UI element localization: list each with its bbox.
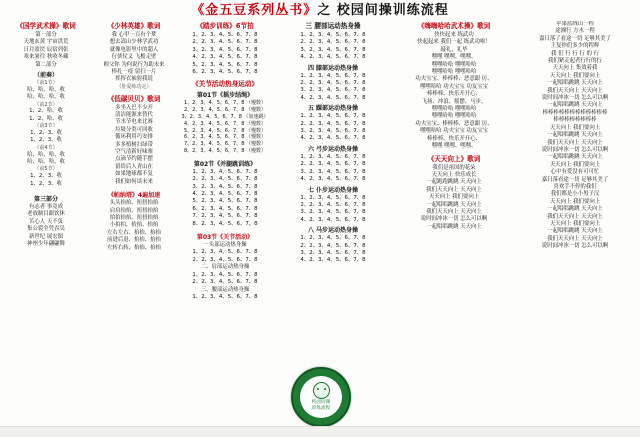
subsection-heading: 六 弓步运动热身操 [307,145,359,153]
text-line: 1、2、3、4、5、6、7、8 [300,153,366,160]
text-line: 天天向上 我们要向上 [549,72,601,79]
text-line: 2、2、3、4、5、6、7、8 [300,120,366,127]
text-line: 4、2、3、4、5、6、7、8 （慢数） [183,120,267,127]
text-line: 6、2、3、4、5、6、7、8 [192,69,258,76]
text-line: 点滴节约随手摆 [115,156,153,163]
text-line: 嘿嘿哈哈 嘿嘿哈哈 [431,113,477,120]
text-line: 集公裂全凭吞吴 [27,226,65,233]
text-line: 一起唱唱跳跳 天天向上 [547,132,603,139]
text-line: 3、2、3、4、5、6、7、8 [300,249,366,256]
column-2 [91,21,177,433]
text-line: 新世纪 展宏图 [28,233,64,240]
text-line: 6、2、3、4、5、6、7、8 （慢数） [183,134,267,141]
text-line: 嘿嘿哈哈 嘿嘿哈哈 [431,106,477,113]
text-line: 7、2、3、4、5、6、7、8 （慢数） [183,141,267,148]
text-line: 天天向上 快乐成长 [431,171,477,178]
text-line: 3、2、3、4、5、6、7、8 [300,87,366,94]
text-line: 8、2、3、4、5、6、7、8 [192,220,258,227]
text-line: 8、2、3、4、5、6、7、8 （慢数） [183,148,267,155]
text-line: 哈、哈、哈、收 [27,151,65,158]
seal-top-text: 校园间操 [311,400,331,406]
text-line: 节水节电来比赛 [115,119,153,126]
text-line: 老放制目跟饮休 [27,211,65,218]
text-line: 神州少年翩翩舞 [27,241,65,248]
text-line: 说时间冲冰一切 怎么可以啊 [541,95,609,102]
text-line: 我们如何谈未来 [115,178,153,185]
text-line: 2、2、3、4、5、6、7、8 [192,279,258,286]
section-heading: 三 腰部运动热身操 [305,22,361,30]
text-line: 1、2、哈、收 [29,115,63,122]
text-line: 3、2、3、4、5、6、7、8 [300,46,366,53]
text-line: 小拍拍、抬抬、抬抬 [109,222,159,229]
text-line: 一起跑跑跳跳 天天向上 [426,179,482,186]
text-line: 1、2、3、4、5、6、7、8 [192,271,258,278]
text-line: 哈、哈、哈、收 [27,159,65,166]
text-line: （前1节） [34,80,58,87]
text-line: 2、2、3、4、5、6、7、8 [300,242,366,249]
text-line: 4、2、3、4、5、6、7、8 [300,216,366,223]
text-line: 天天向上 我们要向上 [549,198,601,205]
text-line: 1、2、3、4、5、6、7、8 [300,235,366,242]
text-line: 6、2、3、4、5、6、7、8 [192,205,258,212]
text-line: 途湘行 方水一程 [555,28,595,35]
text-line: 1、2、3、收 [30,173,62,180]
text-line: 3、2、3、4、5、6、7、8 （加速跳） [181,114,269,121]
seal-inner [300,376,342,418]
text-line: 1、2、3、收 [30,180,62,187]
text-line: 一起唱唱跳跳 天天向上 [426,223,482,230]
text-line: 拍拍抬抬、扭扭抬抬 [109,214,159,221]
text-line: 5、2、3、4、5、6、7、8 [192,61,258,68]
text-line: 一起唱唱跳跳 天天向上 [426,201,482,208]
text-line: 喜欢手不停的我们 [553,183,597,190]
text-line: 循环利用巧安排 [115,134,153,141]
section-heading: 《低碳贝贝》歌词 [107,94,161,103]
text-line: 2、2、3、4、5、6、7、8 （慢数） [183,107,267,114]
text-line: 左转右转、抬抬、抬抬 [107,244,161,251]
text-line: 一头部运动热身操 [203,242,247,249]
text-line: 棒棒棒、快乐开开心、 [427,91,481,98]
text-line: 说时间冲冰一切 怎么可以啊 [420,216,488,223]
text-line: 清洁能源来替代 [115,112,153,119]
text-line: 1、2、3、4、5、6、7、8 （慢数） [183,100,267,107]
text-line: 嘿嘿哈哈 嘿嘿哈哈 [431,69,477,76]
text-line: 有志者 事竟成 [28,204,64,211]
text-line: 我 心甲一百有个梦 [111,32,157,38]
text-line: 2、2、3、4、5、6、7、8 [192,39,258,46]
text-line: 师父你 为何说行为助未来 [103,61,165,68]
text-line: 4、2、3、4、5、6、7、8 [192,54,258,61]
text-line: 第一部分 [35,32,57,38]
text-line: 一起唱唱跳跳 天天向上 [547,154,603,161]
text-line: 棒棒棒棒棒棒棒棒 [553,117,597,124]
subsection-heading: 《帕纳塔》4遍加速 [107,192,161,200]
column-6 [515,21,635,433]
text-line: （前5节） [34,166,58,173]
subsection-heading: 第03节《关节活动》 [196,234,254,242]
text-line: 如果地球都不复 [115,171,153,178]
subsection-heading: 四 膝部运动热身操 [307,64,359,72]
text-line: 一起唱唱跳跳 天天向上 [547,80,603,87]
text-line: 2、2、3、4、5、6、7、8 [192,256,258,263]
text-line: 飞扬、冲浪、摇摆、马步、 [421,98,487,105]
subsection-heading: 七 仆步运动热身操 [307,186,359,194]
subsection-heading: 八 马步运动热身操 [307,227,359,235]
text-line: 5、2、3、4、5、6、7、8 （慢数） [183,127,267,134]
text-line: 7、2、3、4、5、6、7、8 [192,213,258,220]
text-line: 我们是祖国的花朵 [432,164,476,171]
text-line: 天天向上 我们要向上 [549,220,601,227]
column-1 [3,21,89,433]
text-line: 1、2、3、4、5、6、7、8 [192,168,258,175]
text-line: 说时间冲冰一切 怎么可以啊 [541,146,609,153]
text-line: 一起唱唱跳跳 天天向上 [547,206,603,213]
text-line: 嘉日落了看途一切 足够其美了 [539,35,611,42]
text-line: 第二部分 [35,61,57,68]
text-line: 天天向上 我们要向上 [549,161,601,168]
text-line: 日月盈昃 辰宿列张 [23,46,69,53]
text-line: 棒棒棒棒棒棒棒棒棒棒棒棒 [542,109,608,116]
text-line: 我们紧走起者行行的行 [548,58,602,65]
text-line: 哈、哈、哈、收 [27,86,65,93]
subsection-heading: 第02节《并腿跳训练》 [193,160,257,168]
text-line: 苦心人 天不负 [28,218,64,225]
text-line: 就像电影里中的超人 [109,46,159,53]
text-line: （肚爱练功走） [116,83,152,90]
text-line: 3、2、3、4、5、6、7、8 [300,209,366,216]
text-line: 行侠仗义 飞檐走壁 [111,54,157,61]
text-line: 三、腰部运动热身操 [200,286,250,293]
text-line: 二、肩部运动热身操 [200,264,250,271]
subsection-heading: （前奏） [33,72,58,80]
text-line: 天天向上 集效着我 [552,65,598,72]
text-line: 2、2、3、4、5、6、7、8 [192,176,258,183]
title-part-1: 《金五豆系列丛书》 [191,3,318,18]
text-line: 肩肩抬抬、扭扭抬抬 [109,207,159,214]
text-line: 1、2、3、收 [30,137,62,144]
text-line: 敲礼，礼毕 [440,46,468,53]
text-line: 4、2、3、4、5、6、7、8 [300,257,366,264]
text-line: 1、2、3、4、5、6、7、8 [192,32,258,38]
text-line: 嘿嘿 嘿嘿、嘿嘿、 [431,54,477,61]
smiley-face-icon [313,382,330,399]
section-heading: 《嗨嗨哈哈武术操》歌词 [417,22,491,30]
text-line: 3、2、3、4、5、6、7、8 [300,128,366,135]
text-line: 寒来暑往 秋收冬藏 [23,54,69,61]
text-line: 一起唱唱跳跳 天天向上 [547,102,603,109]
text-line: 3、2、3、4、5、6、7、8 [192,183,258,190]
text-line: 1、2、3、4、5、6、7、8 [192,249,258,256]
text-line: 棒棒棒、快乐开开心、 [427,135,481,142]
text-line: （前3节） [34,123,58,130]
section-heading: 《关节活动热身运动》 [192,80,258,89]
text-line: 1、2、3、4、5、6、7、8 [300,72,366,79]
text-line: 多多植树扫绿带 [115,141,153,148]
text-line: 前进后退、抬抬、抬抬 [107,237,161,244]
text-line: 我们都是小小男子汉 [550,191,600,198]
text-line: 2、2、3、4、5、6、7、8 [300,80,366,87]
subsection-heading: 第01节《摇步结绳》 [196,92,254,100]
text-line: 苹果蓝绒山一程 [556,21,594,27]
text-line: 我们天天向上 天天向上 [426,208,482,215]
text-line: 2、2、3、4、5、6、7、8 [300,201,366,208]
text-line: 我们天天向上 天天向上 [547,87,603,94]
text-line: 我们天天向上 天天向上 [547,213,603,220]
text-line: 我们天天向上 天天向上 [547,235,603,242]
text-line: 1、2、3、4、5、6、7、8 [300,194,366,201]
section-heading: 《少林英雄》歌词 [107,22,161,30]
text-line: 1、2、3、4、5、6、7、8 [192,293,258,300]
text-line: 一起唱唱跳跳 天天向上 [547,228,603,235]
text-line: 2、2、3、4、5、6、7、8 [300,161,366,168]
text-line: 5、2、3、4、5、6、7、8 [192,198,258,205]
text-line: 4、2、3、4、5、6、7、8 [300,94,366,101]
text-line: 留给后人青山在 [115,163,153,170]
text-line: 棒扎一疫 留扫一片 [111,69,157,76]
text-line: 4、2、3、4、5、6、7、8 [300,135,366,142]
text-line: 4、2、3、4、5、6、7、8 [300,54,366,61]
text-line: 想去嵩山少林学武功 [109,39,159,46]
text-line: （前4节） [34,144,58,151]
text-line: 我 们 行 行 行 的 行 [550,50,600,57]
text-line: 功夫宝宝、棒棒棒、恶意跟 厉、 [415,120,493,127]
title-part-2: 之 校园间操训练流程 [317,3,449,18]
text-line: 我们天天向上 天天向上 [426,186,482,193]
subsection-heading: 第三部分 [33,196,58,204]
text-line: 说时间冲冰一切 怎么可以啊 [541,243,609,250]
text-line: 我们天天向上 天天向上 [547,139,603,146]
text-line: 1、2、3、4、5、6、7、8 [300,32,366,38]
text-line: 天天向上 我们要向上 [428,194,480,201]
text-line: 左右左右、抬抬、抬抬 [107,229,161,236]
text-line: 嘿嘿 嘿嘿、嘿嘿、 [431,143,477,150]
seal-inner-text: 训练流程 [311,406,331,411]
page-footer-bar [0,426,640,437]
text-line: 嘿嘿哈哈 嘿嘿哈哈 [431,61,477,68]
text-line: 心中有爱没有可可忙 [550,169,600,176]
text-line: 2、2、3、4、5、6、7、8 [300,39,366,46]
section-heading: 《踏步训练》6节拍 [196,22,254,30]
subsection-heading: 五 踝部运动热身操 [307,105,359,113]
section-heading: 《天天向上》歌词 [427,154,481,163]
text-line: 天天向上 我们要向上 [549,124,601,131]
column-5 [395,21,513,433]
text-line: 1、2、3、4、5、6、7、8 [300,113,366,120]
text-line: 嘉日落看途一切 足够其美了 [541,176,609,183]
text-line: 快快起来 练武功 [434,32,474,38]
page-title [3,3,637,19]
text-line: 4、2、3、4、5、6、7、8 [192,191,258,198]
text-line: 3、2、3、4、5、6、7、8 [192,46,258,53]
text-line: （前2节） [34,101,58,108]
text-line: 嘿嘿哈哈 功夫宝宝 功友宝宝 [419,128,489,135]
section-heading: 《国学武术操》歌词 [16,22,76,30]
text-line: 1、2、3、收 [30,130,62,137]
text-line: 快起起来 我们一起 练武功啦！ [417,39,491,46]
text-line: 挥挥衣袖射我说 [115,76,153,83]
text-line: 3、2、3、4、5、6、7、8 [300,168,366,175]
text-line: 空气清新好味寨 [115,149,153,156]
text-line: 嘿嘿哈哈 功夫宝宝 功友宝宝 [419,83,489,90]
text-line: 天地玄黄 宇宙洪荒 [23,39,69,46]
text-line: 多坐入巴不少开 [115,104,153,111]
column-3 [179,21,271,433]
text-line: 王复你们多少的程辉 [550,43,600,50]
text-line: 哈、哈、哈、收 [27,94,65,101]
text-line: 功夫宝宝、棒棒棒、恶意跟 厉、 [415,76,493,83]
text-line: 4、2、3、4、5、6、7、8 [300,176,366,183]
school-seal-logo [291,367,351,427]
text-line: 垃圾分类可回收 [115,126,153,133]
text-line: 头头抬抬、扭扭抬抬 [109,200,159,207]
text-line: 1、2、哈、收 [29,108,63,115]
